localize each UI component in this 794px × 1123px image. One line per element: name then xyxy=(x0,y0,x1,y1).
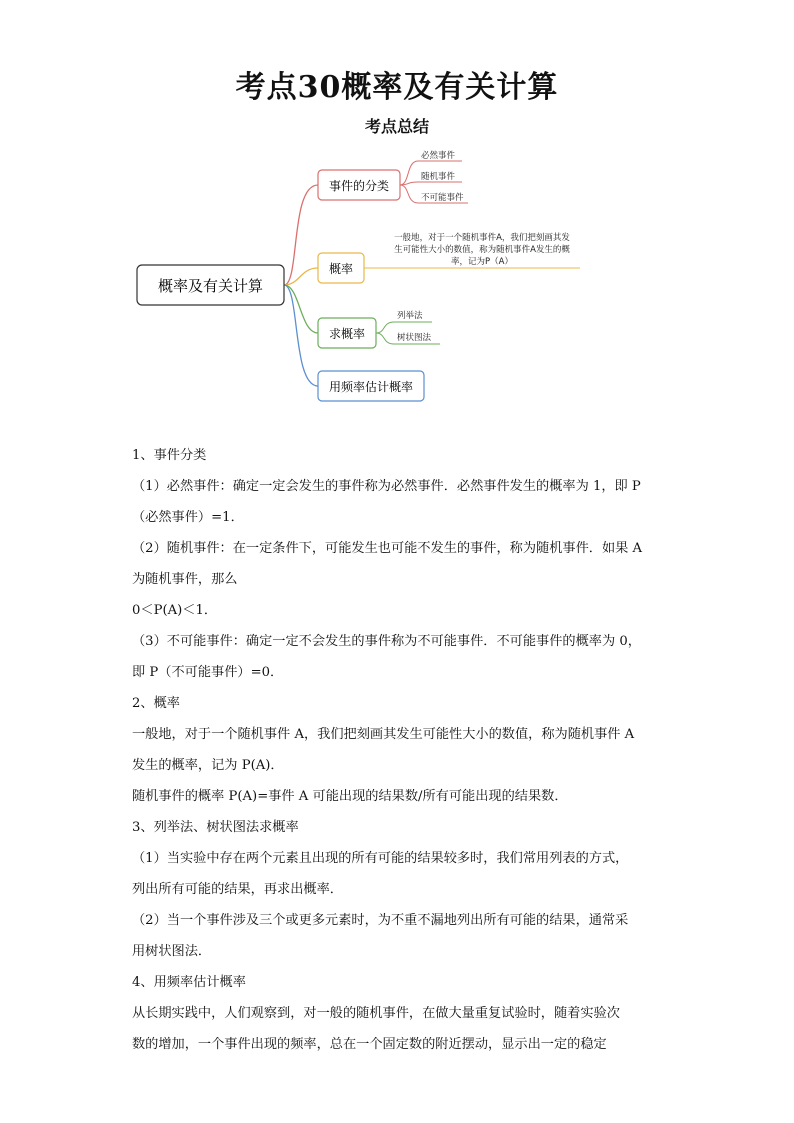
mindmap-branch-frequency-label: 用频率估计概率 xyxy=(328,380,414,394)
connector-root-events xyxy=(284,185,318,285)
text-line: （3）不可能事件：确定一定不会发生的事件称为不可能事件．不可能事件的概率为 0， xyxy=(132,634,641,649)
mindmap-leaf-random: 随机事件 xyxy=(421,172,456,182)
mindmap-leaf-tree-diagram: 树状图法 xyxy=(397,333,432,343)
text-line: 即 P（不可能事件）=0． xyxy=(132,665,284,680)
mindmap-leaf-impossible: 不可能事件 xyxy=(421,193,464,203)
text-line: 0＜P(A)＜1． xyxy=(132,603,218,618)
mindmap-note-line-1: 一般地，对于一个随机事件A，我们把刻画其发 xyxy=(394,233,570,243)
text-line: 为随机事件，那么 xyxy=(132,572,238,587)
text-line: 随机事件的概率 P(A)=事件 A 可能出现的结果数/所有可能出现的结果数． xyxy=(132,789,568,804)
mindmap-note-line-3: 率，记为P（A） xyxy=(451,257,513,267)
mindmap-note-line-2: 生可能性大小的数值，称为随机事件A发生的概 xyxy=(394,245,570,255)
heading-probability: 2、概率 xyxy=(132,696,180,711)
text-line: 用树状图法． xyxy=(132,944,212,959)
connector-root-frequency xyxy=(284,285,318,386)
text-line: （2）随机事件：在一定条件下，可能发生也可能不发生的事件，称为随机事件．如果 A xyxy=(132,541,643,556)
text-line: （2）当一个事件涉及三个或更多元素时，为不重不漏地列出所有可能的结果，通常采 xyxy=(132,913,629,928)
mindmap-root-label: 概率及有关计算 xyxy=(157,277,264,295)
mindmap-branch-find-label: 求概率 xyxy=(328,327,366,341)
mindmap-branch-events-label: 事件的分类 xyxy=(328,179,390,193)
text-line: 数的增加，一个事件出现的频率，总在一个固定数的附近摆动，显示出一定的稳定 xyxy=(132,1037,607,1052)
text-line: 发生的概率，记为 P(A)． xyxy=(132,758,284,773)
summary-content xyxy=(132,440,672,1060)
mindmap-leaf-certain: 必然事件 xyxy=(421,151,456,161)
text-line: （必然事件）=1． xyxy=(132,510,244,525)
page-title: 考点30概率及有关计算 xyxy=(235,70,559,105)
connector-root-find xyxy=(284,285,318,333)
text-line: 一般地，对于一个随机事件 A，我们把刻画其发生可能性大小的数值，称为随机事件 A xyxy=(132,727,635,742)
mindmap-leaf-enumeration: 列举法 xyxy=(397,311,423,321)
text-line: 从长期实践中，人们观察到，对一般的随机事件，在做大量重复试验时，随着实验次 xyxy=(132,1006,620,1021)
mind-map xyxy=(0,140,794,415)
heading-frequency-estimation: 4、用频率估计概率 xyxy=(132,975,246,990)
heading-enumeration-methods: 3、列举法、树状图法求概率 xyxy=(132,820,299,835)
connector-root-probability xyxy=(284,268,318,285)
text-line: （1）必然事件：确定一定会发生的事件称为必然事件．必然事件发生的概率为 1，即 P xyxy=(132,479,641,494)
text-line: （1）当实验中存在两个元素且出现的所有可能的结果较多时，我们常用列表的方式， xyxy=(132,851,629,866)
mindmap-branch-probability-label: 概率 xyxy=(328,262,354,276)
heading-event-classification: 1、事件分类 xyxy=(132,448,207,463)
section-subtitle: 考点总结 xyxy=(364,117,429,136)
text-line: 列出所有可能的结果，再求出概率． xyxy=(132,882,343,897)
